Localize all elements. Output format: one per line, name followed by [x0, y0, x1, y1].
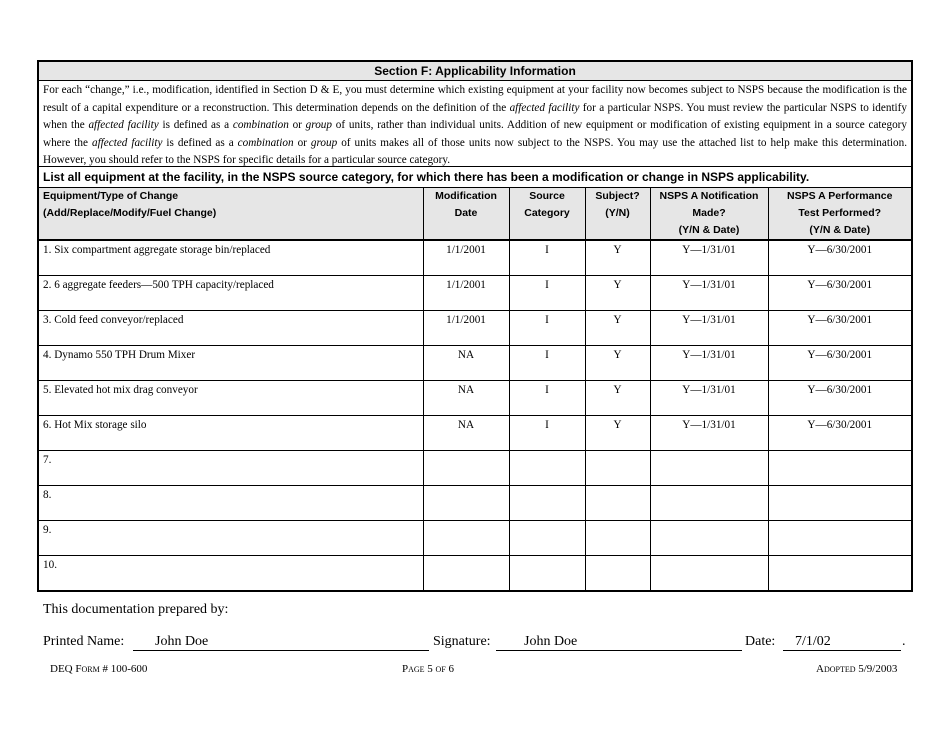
- subject-cell[interactable]: [585, 520, 650, 555]
- table-row: [39, 485, 911, 520]
- equipment-cell[interactable]: 8.: [39, 485, 423, 520]
- header-performance: NSPS A Performance Test Performed? (Y/N & Date): [768, 188, 911, 240]
- performance-cell[interactable]: [768, 485, 911, 520]
- subject-cell[interactable]: Y: [585, 310, 650, 345]
- equipment-cell[interactable]: 5. Elevated hot mix drag conveyor: [39, 380, 423, 415]
- performance-cell[interactable]: [768, 555, 911, 590]
- table-row: [39, 380, 911, 415]
- notification-cell[interactable]: [650, 450, 768, 485]
- notification-cell[interactable]: [650, 555, 768, 590]
- equipment-cell[interactable]: 1. Six compartment aggregate storage bin/replaced: [39, 240, 423, 275]
- intro-paragraph: For each “change,” i.e., modification, identified in Section D & E, you must determine which existing equipment at your facility now becomes subject to NSPS because the modification is the result of a capital expenditure or a reconstruction. This determination depends on the definition of the affected facility for a particular NSPS. You must review the particular NSPS to identify when the affected facility is defined as a combination or group of units, rather than individual units. Addition of new equipment or modification of existing equipment in a source category where the affected facility is defined as a combination or group of units makes all of those units now subject to the NSPS. You may use the attached list to help make this determination. However, you should refer to the NSPS for specific details for a particular source category.: [39, 81, 911, 167]
- date-cell[interactable]: NA: [423, 415, 509, 450]
- performance-cell[interactable]: Y—6/30/2001: [768, 380, 911, 415]
- section-title: Section F: Applicability Information: [39, 62, 911, 81]
- list-heading: List all equipment at the facility, in the NSPS source category, for which there has been a modification or change in NSPS applicability.: [39, 167, 911, 188]
- table-header-row: [39, 188, 911, 240]
- subject-cell[interactable]: Y: [585, 240, 650, 275]
- adopted-date: Adopted 5/9/2003: [816, 663, 898, 675]
- category-cell[interactable]: [509, 485, 585, 520]
- printed-name-label: Printed Name:: [43, 634, 125, 649]
- prepared-by-label: This documentation prepared by:: [43, 602, 229, 617]
- date-label: Date:: [745, 634, 776, 649]
- date-field[interactable]: 7/1/02: [783, 634, 901, 651]
- signature-label: Signature:: [433, 634, 491, 649]
- date-cell[interactable]: 1/1/2001: [423, 310, 509, 345]
- date-cell[interactable]: [423, 485, 509, 520]
- performance-cell[interactable]: Y—6/30/2001: [768, 345, 911, 380]
- category-cell[interactable]: I: [509, 415, 585, 450]
- table-row: [39, 345, 911, 380]
- performance-cell[interactable]: [768, 520, 911, 555]
- notification-cell[interactable]: Y—1/31/01: [650, 345, 768, 380]
- performance-cell[interactable]: Y—6/30/2001: [768, 310, 911, 345]
- equipment-cell[interactable]: 4. Dynamo 550 TPH Drum Mixer: [39, 345, 423, 380]
- category-cell[interactable]: I: [509, 380, 585, 415]
- applicability-form: [37, 60, 913, 592]
- header-modification-date: Modification Date: [423, 188, 509, 240]
- notification-cell[interactable]: [650, 520, 768, 555]
- form-number: DEQ Form # 100-600: [50, 663, 148, 675]
- category-cell[interactable]: I: [509, 275, 585, 310]
- notification-cell[interactable]: Y—1/31/01: [650, 310, 768, 345]
- notification-cell[interactable]: Y—1/31/01: [650, 240, 768, 275]
- subject-cell[interactable]: Y: [585, 380, 650, 415]
- printed-name-field[interactable]: John Doe: [133, 634, 429, 651]
- header-source-category: Source Category: [509, 188, 585, 240]
- subject-cell[interactable]: Y: [585, 275, 650, 310]
- performance-cell[interactable]: [768, 450, 911, 485]
- table-row: [39, 520, 911, 555]
- subject-cell[interactable]: [585, 555, 650, 590]
- date-cell[interactable]: NA: [423, 345, 509, 380]
- table-row: [39, 310, 911, 345]
- equipment-cell[interactable]: 7.: [39, 450, 423, 485]
- notification-cell[interactable]: Y—1/31/01: [650, 380, 768, 415]
- signature-row: [43, 634, 913, 654]
- notification-cell[interactable]: Y—1/31/01: [650, 275, 768, 310]
- table-row: [39, 555, 911, 590]
- header-equipment: Equipment/Type of Change (Add/Replace/Modify/Fuel Change): [39, 188, 423, 240]
- subject-cell[interactable]: Y: [585, 345, 650, 380]
- performance-cell[interactable]: Y—6/30/2001: [768, 240, 911, 275]
- category-cell[interactable]: I: [509, 345, 585, 380]
- performance-cell[interactable]: Y—6/30/2001: [768, 275, 911, 310]
- category-cell[interactable]: [509, 520, 585, 555]
- date-cell[interactable]: [423, 450, 509, 485]
- table-row: [39, 275, 911, 310]
- header-notification: NSPS A Notification Made? (Y/N & Date): [650, 188, 768, 240]
- category-cell[interactable]: [509, 555, 585, 590]
- date-cell[interactable]: 1/1/2001: [423, 240, 509, 275]
- notification-cell[interactable]: Y—1/31/01: [650, 415, 768, 450]
- equipment-cell[interactable]: 3. Cold feed conveyor/replaced: [39, 310, 423, 345]
- performance-cell[interactable]: Y—6/30/2001: [768, 415, 911, 450]
- category-cell[interactable]: [509, 450, 585, 485]
- equipment-cell[interactable]: 6. Hot Mix storage silo: [39, 415, 423, 450]
- date-cell[interactable]: NA: [423, 380, 509, 415]
- date-end-mark: .: [902, 634, 906, 649]
- category-cell[interactable]: I: [509, 310, 585, 345]
- page-number: Page 5 of 6: [402, 663, 455, 675]
- equipment-cell[interactable]: 9.: [39, 520, 423, 555]
- notification-cell[interactable]: [650, 485, 768, 520]
- header-subject: Subject? (Y/N): [585, 188, 650, 240]
- subject-cell[interactable]: Y: [585, 415, 650, 450]
- date-cell[interactable]: [423, 520, 509, 555]
- table-row: [39, 450, 911, 485]
- table-row: [39, 240, 911, 275]
- date-cell[interactable]: 1/1/2001: [423, 275, 509, 310]
- signature-field[interactable]: John Doe: [496, 634, 742, 651]
- subject-cell[interactable]: [585, 485, 650, 520]
- equipment-cell[interactable]: 2. 6 aggregate feeders—500 TPH capacity/replaced: [39, 275, 423, 310]
- category-cell[interactable]: I: [509, 240, 585, 275]
- subject-cell[interactable]: [585, 450, 650, 485]
- equipment-cell[interactable]: 10.: [39, 555, 423, 590]
- date-cell[interactable]: [423, 555, 509, 590]
- table-row: [39, 415, 911, 450]
- equipment-table: [39, 188, 911, 590]
